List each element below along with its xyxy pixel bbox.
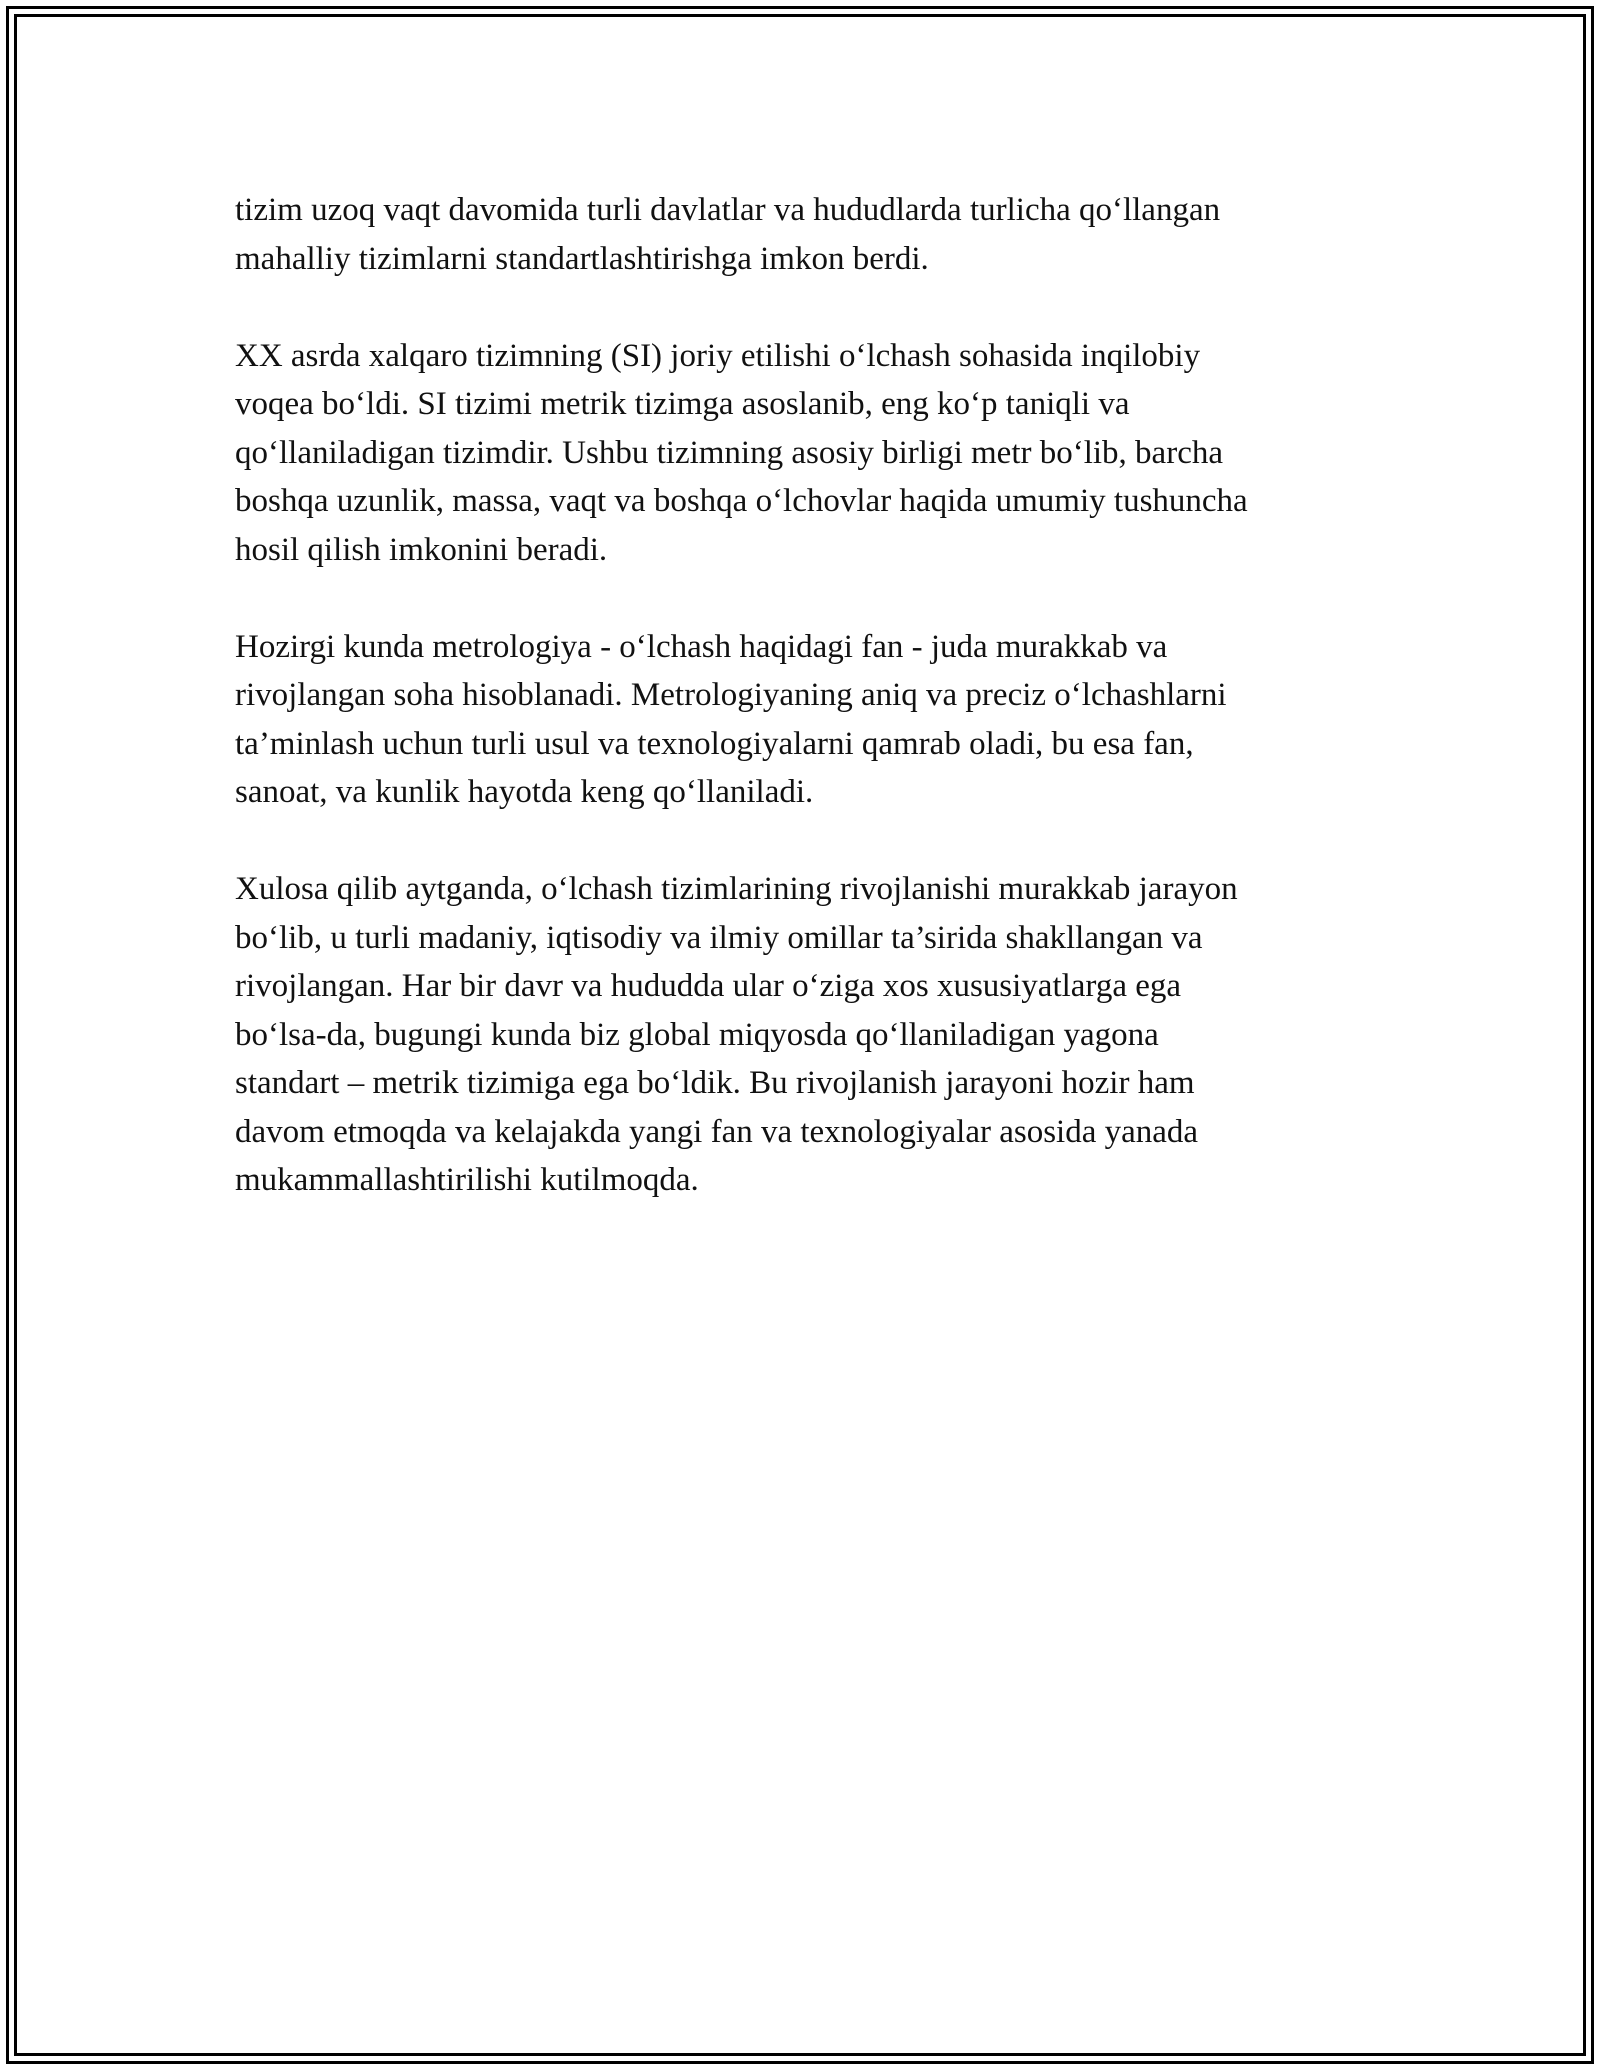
paragraph-3: Hozirgi kunda metrologiya - o‘lchash haqidagi fan - juda murakkab va rivojlangan soha hisoblanadi. Metrologiyaning aniq va preciz o‘lchashlarni ta’minlash uchun turli usul va texnologiyalarni qamrab oladi, bu esa fan, sanoat, va kunlik hayotda keng qo‘llaniladi. — [235, 628, 1227, 810]
paragraph-1: tizim uzoq vaqt davomida turli davlatlar va hududlarda turlicha qo‘llangan mahalliy tizimlarni standartlashtirishga imkon berdi. — [235, 192, 1221, 277]
paragraph-2: XX asrda xalqaro tizimning (SI) joriy etilishi o‘lchash sohasida inqilobiy voqea bo‘ldi. SI tizimi metrik tizimga asoslanib, eng ko‘p taniqli va qo‘llaniladigan tizimdir. Ushbu tizimning asosiy birligi metr bo‘lib, barcha boshqa uzunlik, massa, vaqt va boshqa o‘lchovlar haqida umumiy tushuncha hosil qilish imkonini beradi. — [235, 337, 1248, 568]
document-body — [235, 186, 1370, 1253]
paragraph-4: Xulosa qilib aytganda, o‘lchash tizimlarining rivojlanishi murakkab jarayon bo‘lib, u turli madaniy, iqtisodiy va ilmiy omillar ta’sirida shakllangan va rivojlangan. Har bir davr va hududda ular o‘ziga xos xususiyatlarga ega bo‘lsa-da, bugungi kunda biz global miqyosda qo‘llaniladigan yagona standart – metrik tizimiga ega bo‘ldik. Bu rivojlanish jarayoni hozir ham davom etmoqda va kelajakda yangi fan va texnologiyalar asosida yanada mukammallashtirilishi kutilmoqda. — [235, 871, 1238, 1198]
